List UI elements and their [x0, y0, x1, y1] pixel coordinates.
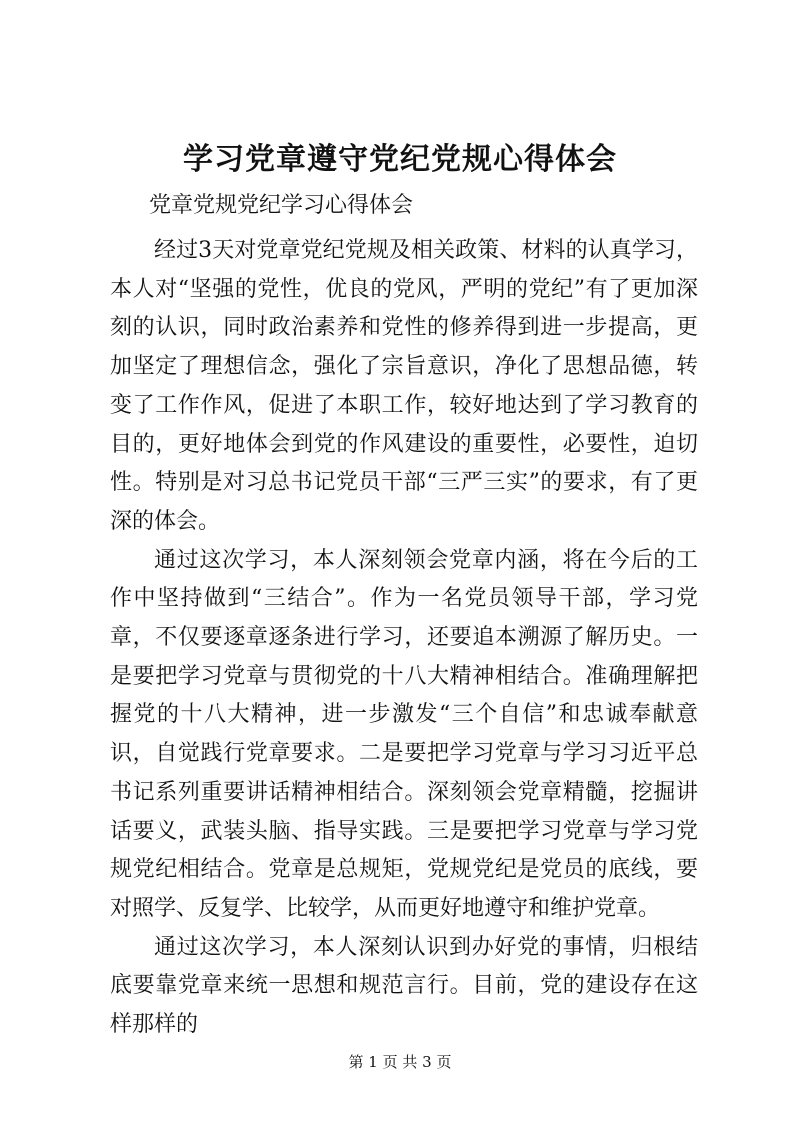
paragraph-3: 通过这次学习，本人深刻认识到办好党的事情，归根结底要靠党章来统一思想和规范言行。目前，党的建设存在这样那样的 [110, 934, 698, 1038]
document-subtitle: 党章党规党纪学习心得体会 [149, 193, 414, 218]
document-title: 学习党章遵守党纪党规心得体会 [183, 142, 617, 177]
paragraph-2: 通过这次学习，本人深刻领会党章内涵，将在今后的工作中坚持做到“三结合”。作为一名党员领导干部，学习党章，不仅要逐章逐条进行学习，还要追本溯源了解历史。一是要把学习党章与贯彻党的十八大精神相结合。准确理解把握党的十八大精神，进一步激发“三个自信”和忠诚奉献意识，自觉践行党章要求。二是要把学习党章与学习习近平总书记系列重要讲话精神相结合。深刻领会党章精髓，挖掘讲话要义，武装头脑、指导实践。三是要把学习党章与学习党规党纪相结合。党章是总规矩，党规党纪是党员的底线，要对照学、反复学、比较学，从而更好地遵守和维护党章。 [110, 547, 698, 921]
paragraph-1: 经过3天对党章党纪党规及相关政策、材料的认真学习，本人对“坚强的党性，优良的党风，严明的党纪”有了更加深刻的认识，同时政治素养和党性的修养得到进一步提高，更加坚定了理想信念，强化了宗旨意识，净化了思想品德，转变了工作作风，促进了本职工作，较好地达到了学习教育的目的，更好地体会到党的作风建设的重要性，必要性，迫切性。特别是对习总书记党员干部“三严三实”的要求，有了更深的体会。 [110, 238, 698, 534]
document-body [110, 232, 698, 1045]
page-number-footer: 第 1 页 共 3 页 [348, 1053, 452, 1071]
